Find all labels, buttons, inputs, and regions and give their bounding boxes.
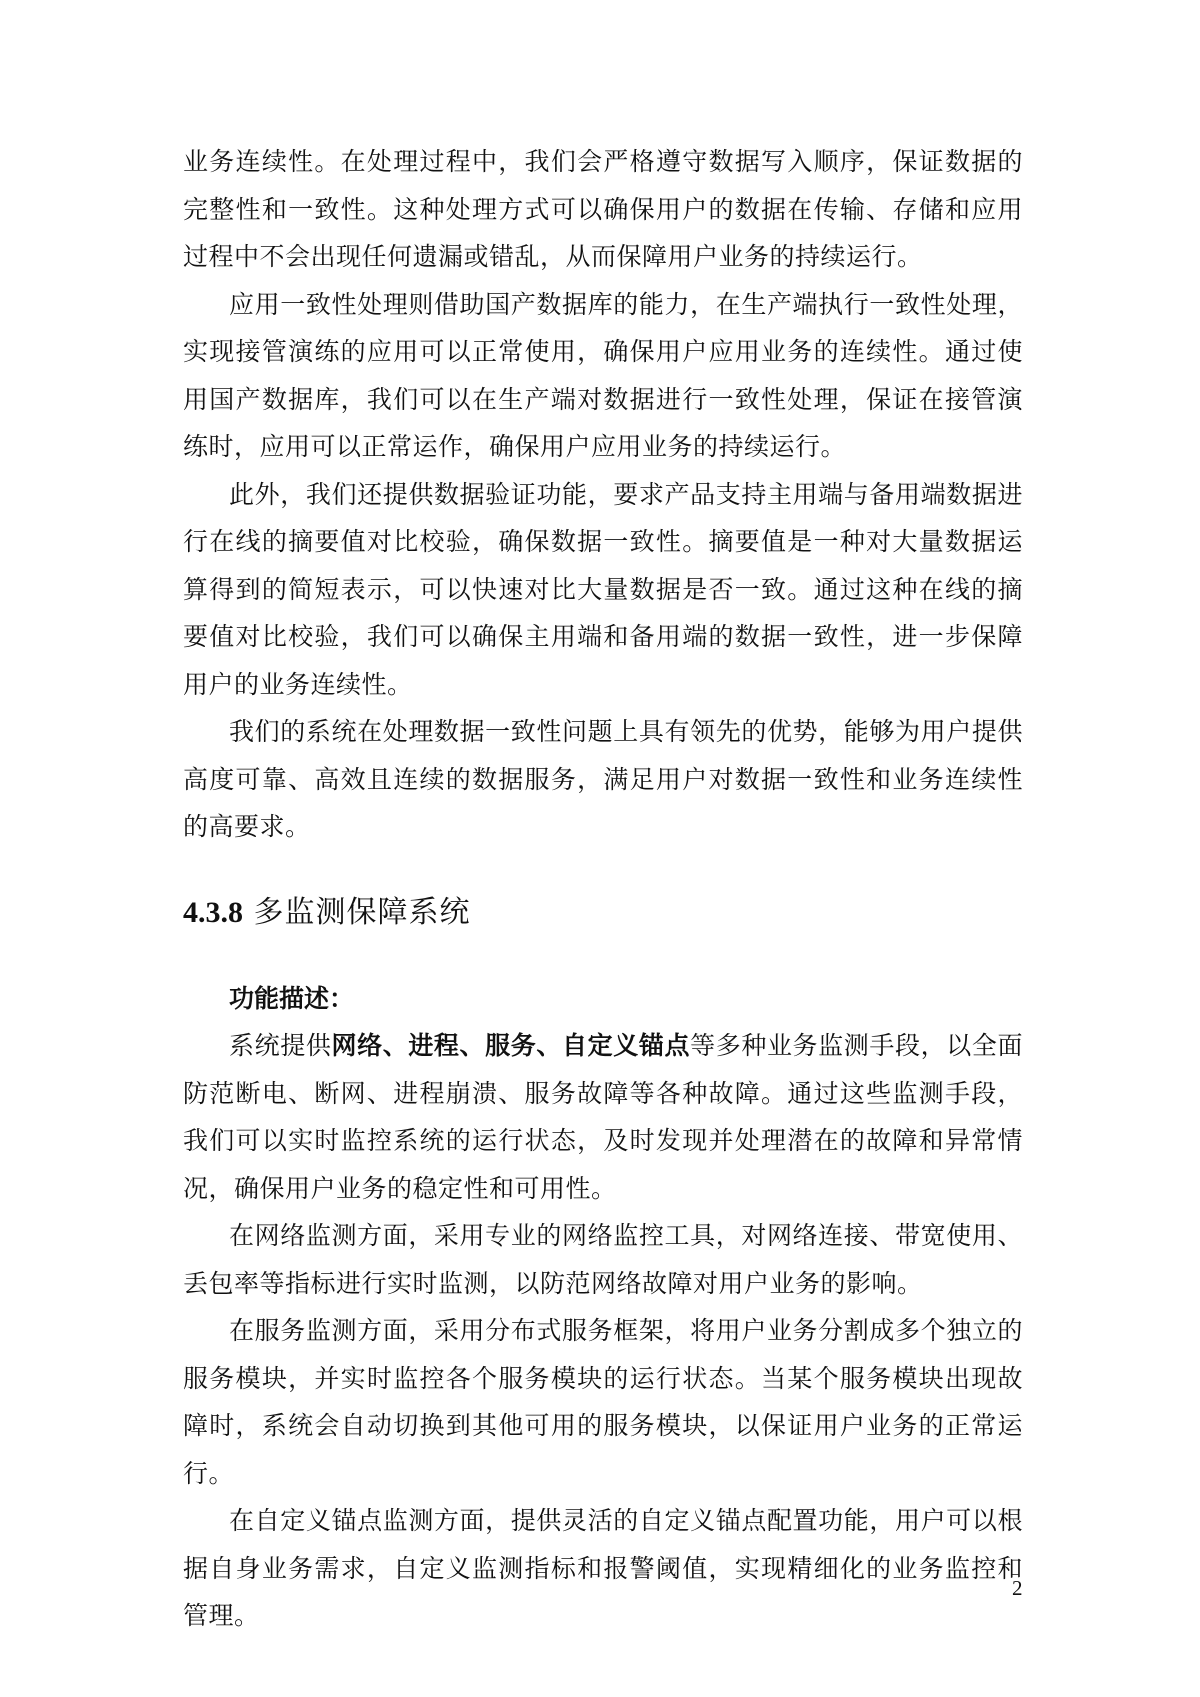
paragraph-app-consistency: 应用一致性处理则借助国产数据库的能力，在生产端执行一致性处理，实现接管演练的应用可以正常使用，确保用户应用业务的连续性。通过使用国产数据库，我们可以在生产端对数据进行一致性处理，保证在接管演练时，应用可以正常运作，确保用户应用业务的持续运行。 — [183, 289, 1023, 461]
page-content — [183, 138, 1023, 1640]
paragraph-monitoring-overview — [183, 1022, 1023, 1212]
function-description-label: 功能描述： — [229, 983, 355, 1013]
paragraph-data-verification: 此外，我们还提供数据验证功能，要求产品支持主用端与备用端数据进行在线的摘要值对比校验，确保数据一致性。摘要值是一种对大量数据运算得到的简短表示，可以快速对比大量数据是否一致。通过这种在线的摘要值对比校验，我们可以确保主用端和备用端的数据一致性，进一步保障用户的业务连续性。 — [183, 479, 1023, 699]
paragraph-lead-text: 系统提供 — [229, 1031, 332, 1060]
bold-monitoring-types: 网络、进程、服务、自定义锚点 — [331, 1031, 691, 1060]
section-title: 多监测保障系统 — [253, 894, 471, 930]
page-number: 2 — [1012, 1576, 1023, 1600]
section-heading — [183, 889, 1023, 937]
paragraph-continuation: 业务连续性。在处理过程中，我们会严格遵守数据写入顺序，保证数据的完整性和一致性。这种处理方式可以确保用户的数据在传输、存储和应用过程中不会出现任何遗漏或错乱，从而保障用户业务的持续运行。 — [183, 147, 1023, 271]
paragraph-anchor-monitoring: 在自定义锚点监测方面，提供灵活的自定义锚点配置功能，用户可以根据自身业务需求，自定义监测指标和报警阈值，实现精细化的业务监控和管理。 — [183, 1506, 1023, 1630]
paragraph-network-monitoring: 在网络监测方面，采用专业的网络监控工具，对网络连接、带宽使用、丢包率等指标进行实时监测，以防范网络故障对用户业务的影响。 — [183, 1221, 1023, 1298]
paragraph-advantage: 我们的系统在处理数据一致性问题上具有领先的优势，能够为用户提供高度可靠、高效且连续的数据服务，满足用户对数据一致性和业务连续性的高要求。 — [183, 717, 1023, 841]
paragraph-service-monitoring: 在服务监测方面，采用分布式服务框架，将用户业务分割成多个独立的服务模块，并实时监控各个服务模块的运行状态。当某个服务模块出现故障时，系统会自动切换到其他可用的服务模块，以保证用户业务的正常运行。 — [183, 1316, 1023, 1488]
paragraph-rest-text: 等多种业务监测手段，以全面防范断电、断网、进程崩溃、服务故障等各种故障。通过这些监测手段，我们可以实时监控系统的运行状态，及时发现并处理潜在的故障和异常情况，确保用户业务的稳定性和可用性。 — [183, 1031, 1023, 1203]
section-number: 4.3.8 — [183, 895, 243, 929]
